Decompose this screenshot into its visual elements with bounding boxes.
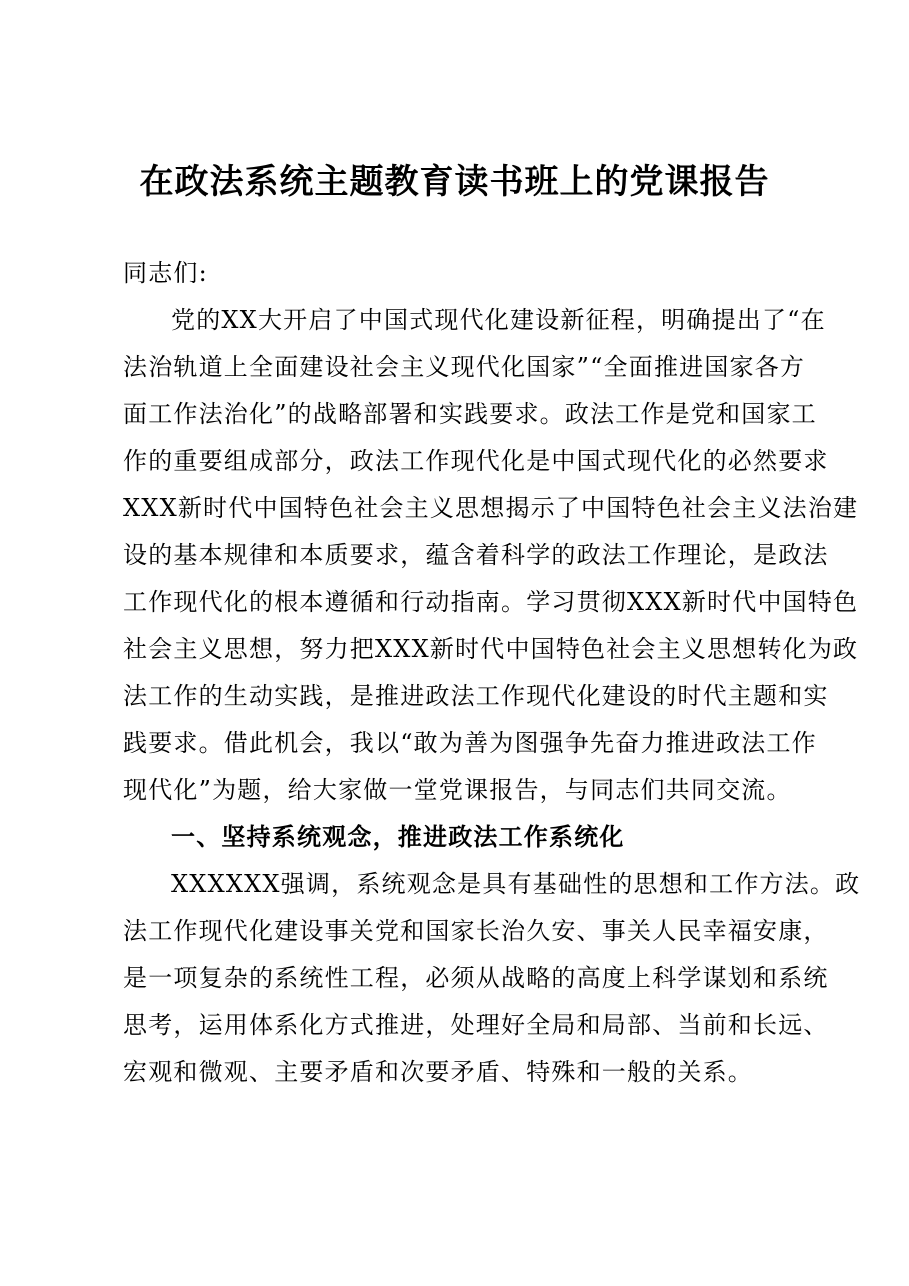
paragraph-line: XXXXXX强调，系统观念是具有基础性的思想和工作方法。政 (171, 870, 861, 898)
paragraph-line: 社会主义思想，努力把XXX新时代中国特色社会主义思想转化为政 (123, 635, 859, 663)
paragraph-line: 践要求。借此机会，我以“敢为善为图强争先奋力推进政法工作 (123, 729, 817, 757)
paragraph-line: 法工作现代化建设事关党和国家长治久安、事关人民幸福安康， (123, 917, 829, 945)
document-title: 在政法系统主题教育读书班上的党课报告 (139, 162, 770, 202)
paragraph-line: XXX新时代中国特色社会主义思想揭示了中国特色社会主义法治建 (123, 494, 859, 522)
paragraph-line: 工作现代化的根本遵循和行动指南。学习贯彻XXX新时代中国特色 (123, 588, 859, 616)
salutation: 同志们: (123, 259, 208, 287)
paragraph-line: 党的XX大开启了中国式现代化建设新征程，明确提出了“在 (171, 306, 826, 334)
paragraph-line: 宏观和微观、主要矛盾和次要矛盾、特殊和一般的关系。 (123, 1058, 753, 1086)
paragraph-line: 作的重要组成部分，政法工作现代化是中国式现代化的必然要求 (123, 447, 829, 475)
paragraph-line: 法工作的生动实践，是推进政法工作现代化建设的时代主题和实 (123, 682, 829, 710)
paragraph-line: 是一项复杂的系统性工程，必须从战略的高度上科学谋划和系统 (123, 964, 829, 992)
paragraph-line: 现代化”为题，给大家做一堂党课报告，与同志们共同交流。 (123, 776, 792, 804)
paragraph-line: 面工作法治化”的战略部署和实践要求。政法工作是党和国家工 (123, 400, 817, 428)
paragraph-line: 法治轨道上全面建设社会主义现代化国家”“全面推进国家各方 (123, 353, 806, 381)
paragraph-line: 思考，运用体系化方式推进，处理好全局和局部、当前和长远、 (123, 1011, 829, 1039)
paragraph-line: 设的基本规律和本质要求，蕴含着科学的政法工作理论，是政法 (123, 541, 829, 569)
section-heading: 一、坚持系统观念，推进政法工作系统化 (171, 822, 625, 851)
